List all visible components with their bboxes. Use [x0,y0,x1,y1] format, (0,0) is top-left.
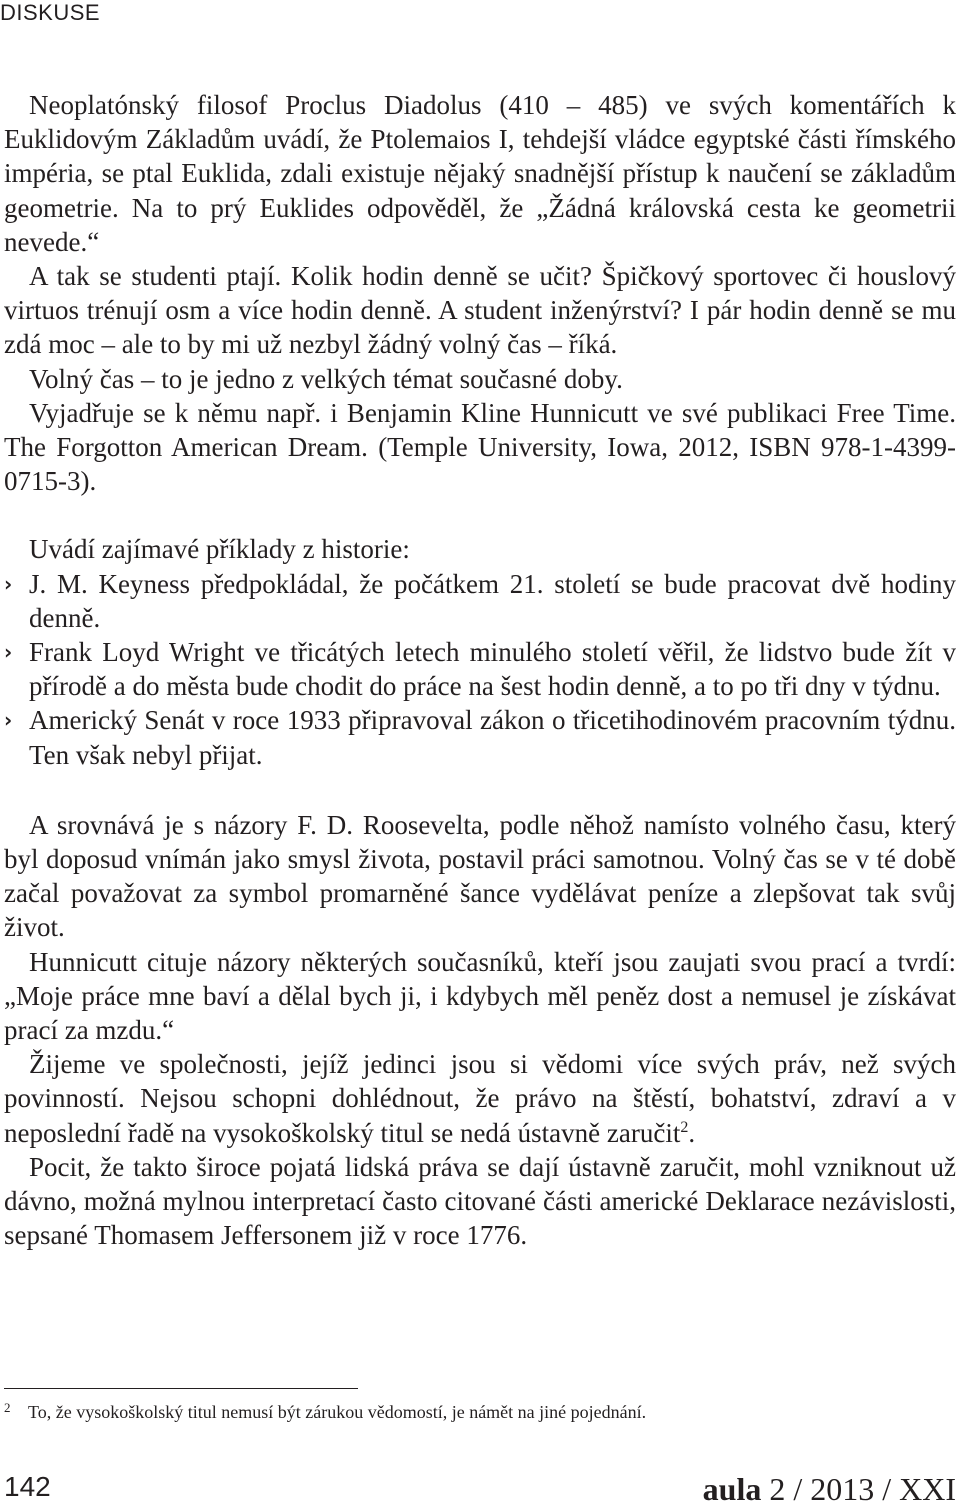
list-item-text: Frank Loyd Wright ve třicátých letech minulého století věřil, že lidstvo bude žít v přírodě a do města bude chodit do práce na šest hodin denně, a to po tři dny v týdnu. [29,637,956,702]
list-item [4,567,956,635]
paragraph-contemporaries: Hunnicutt cituje názory některých současníků, kteří jsou zaujati svou prací a tvrdí: „Moje práce mne baví a dělal bych ji, i kdybych měl peněz dost a nemusel je získávat prací za mzdu.“ [4,946,956,1046]
paragraph-roosevelt: A srovnává je s názory F. D. Roosevelta, podle něhož namísto volného času, který byl doposud vnímán jako smysl života, postavil práci samotnou. Volný čas se v té době začal považovat za symbol promarněné šance vydělávat peníze a zlepšovat tak svůj život. [4,809,956,943]
paragraph-rights [4,1047,956,1150]
list-item-text: Americký Senát v roce 1933 připravoval zákon o třicetihodinovém pracovním týdnu. Ten však nebyl přijat. [29,705,956,770]
journal-issue [703,1470,956,1508]
section-label: DISKUSE [0,0,101,25]
footnote-divider [4,1388,358,1389]
paragraph-rights-text: Žijeme ve společnosti, jejíž jedinci jsou si vědomi více svých práv, než svých povinností. Nejsou schopni dohlédnout, že právo na štěstí, bohatství, zdraví a v neposlední řadě na vysokoškolský titul se nedá ústavně zaručit [4,1049,956,1148]
footnote-text: To, že vysokoškolský titul nemusí být zárukou vědomostí, je námět na jiné pojednání. [28,1402,647,1422]
journal-name: aula [702,1471,762,1507]
paragraph-rights-end: . [688,1117,696,1148]
list-item [4,635,956,703]
paragraph-proclus: Neoplatónský filosof Proclus Diadolus (410 – 485) ve svých komentářích k Euklidovým Základům uvádí, že Ptolemaios I, tehdejší vládce egyptské části římského impéria, se ptal Euklida, zdali existuje nějaký snadnější přístup k naučení se základům geometrie. Na to prý Euklides odpověděl, že „Žádná královská cesta ke geometrii nevede.“ [4,90,956,257]
footnote-number: 2 [4,1400,11,1415]
paragraph-free-time: Volný čas – to je jedno z velkých témat současné doby. [29,363,623,394]
footnote [4,1400,944,1424]
footnote-reference[interactable]: 2 [680,1118,689,1136]
paragraph-examples-intro: Uvádí zajímavé příklady z historie: [29,534,410,565]
article-body [4,88,956,1253]
examples-list [4,567,956,772]
paragraph-declaration: Pocit, že takto široce pojatá lidská práva se dají ústavně zaručit, mohl vzniknout už dávno, možná mylnou interpretací často citované části americké Deklarace nezávislosti, sepsané Thomasem Jeffersonem již v roce 1776. [4,1151,956,1251]
page-number: 142 [4,1471,51,1502]
list-item [4,703,956,771]
chevron-right-icon: › [4,571,13,596]
paragraph-hunnicutt: Vyjadřuje se k němu např. i Benjamin Kline Hunnicutt ve své publikaci Free Time. The Forgotton American Dream. (Temple University, Iowa, 2012, ISBN 978-1-4399-0715-3). [4,397,956,497]
list-item-text: J. M. Keyness předpokládal, že počátkem 21. století se bude pracovat dvě hodiny denně. [29,568,956,633]
paragraph-students: A tak se studenti ptají. Kolik hodin denně se učit? Špičkový sportovec či houslový virtuos trénují osm a více hodin denně. A student inženýrství? I pár hodin denně se mu zdá moc – ale to by mi už nezbyl žádný volný čas – říká. [4,261,956,360]
chevron-right-icon: › [4,708,13,733]
issue-label: 2 / 2013 / XXI [769,1471,956,1507]
chevron-right-icon: › [4,640,13,665]
